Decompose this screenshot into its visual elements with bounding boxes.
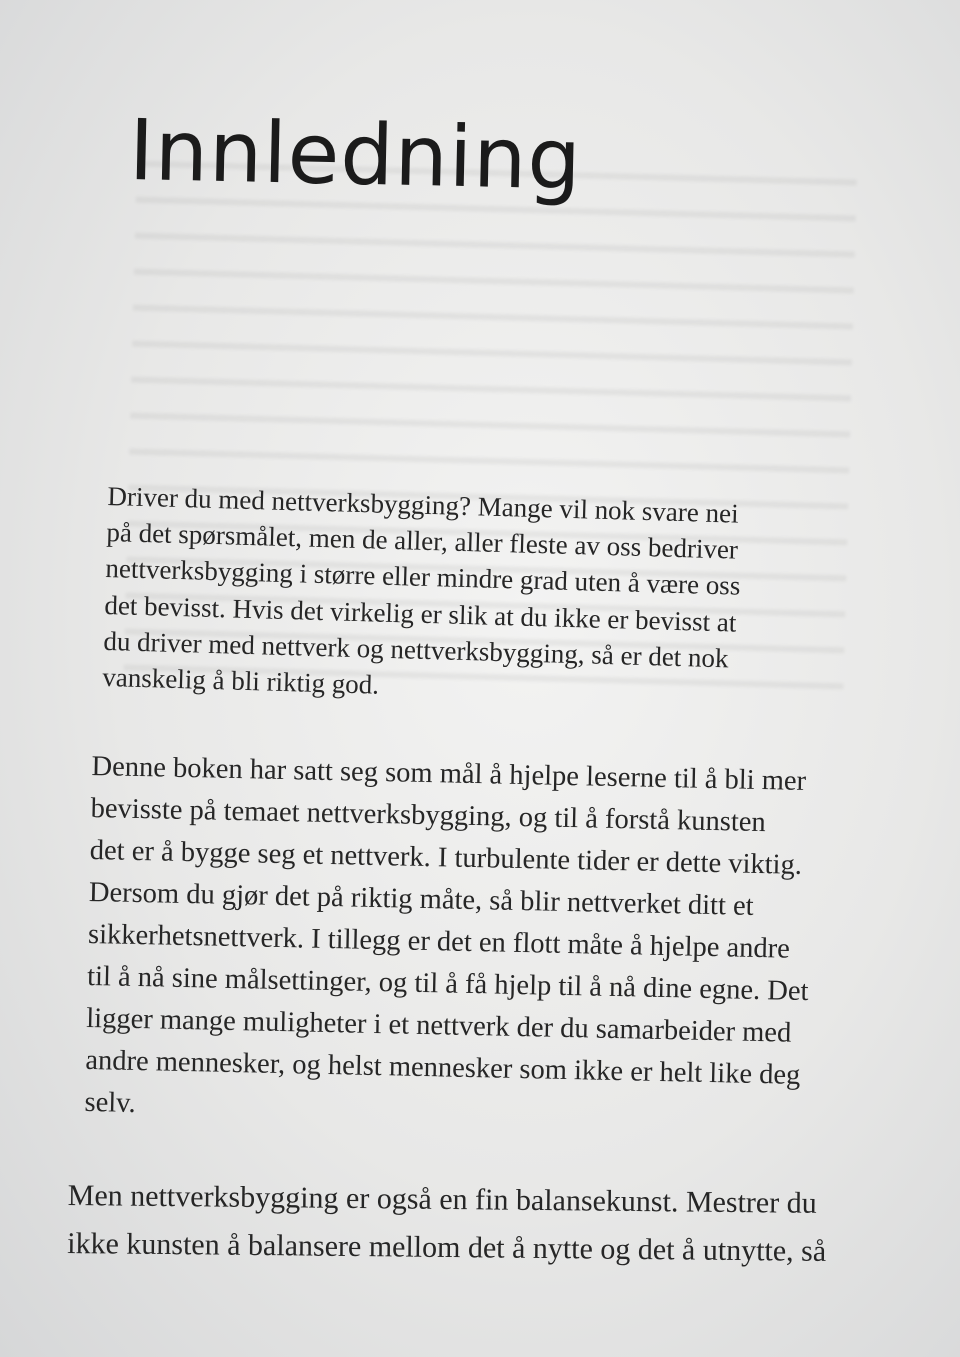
text-line: Denne boken har satt seg som mål å hjelpe leserne til å bli mer xyxy=(91,750,807,797)
text-line: det bevisst. Hvis det virkelig er slik at du ikke er bevisst at xyxy=(104,589,737,638)
text-line: på det spørsmålet, men de aller, aller fleste av oss bedriver xyxy=(106,517,739,565)
text-line: andre mennesker, og helst mennesker som ikke er helt like deg xyxy=(85,1044,801,1091)
text-line: sikkerhetsnettverk. I tillegg er det en flott måte å hjelpe andre xyxy=(87,918,791,965)
text-line: til å nå sine målsettinger, og til å få hjelp til å nå dine egne. Det xyxy=(86,960,809,1008)
text-line: Dersom du gjør det på riktig måte, så blir nettverket ditt et xyxy=(88,876,754,922)
text-line: Men nettverksbygging er også en fin balansekunst. Mestrer du xyxy=(67,1178,817,1220)
paragraph-3 xyxy=(67,1172,827,1276)
text-line: bevisste på temaet nettverksbygging, og til å forstå kunsten xyxy=(90,792,767,839)
chapter-heading: Innledning xyxy=(128,101,583,209)
text-line: du driver med nettverk og nettverksbygging, så er det nok xyxy=(103,625,729,674)
text-line: selv. xyxy=(84,1086,137,1119)
text-line: ikke kunsten å balansere mellom det å nytte og det å utnytte, så xyxy=(67,1226,827,1268)
paragraph-2 xyxy=(84,746,813,1139)
text-line: nettverksbygging i større eller mindre grad uten å være oss xyxy=(105,553,741,602)
text-line: det er å bygge seg et nettverk. I turbulente tider er dette viktig. xyxy=(89,834,803,881)
text-line: ligger mange muligheter i et nettverk der du samarbeider med xyxy=(85,1002,792,1049)
text-line: vanskelig å bli riktig god. xyxy=(102,661,380,700)
paragraph-1 xyxy=(102,478,743,713)
text-line: Driver du med nettverksbygging? Mange vil nok svare nei xyxy=(107,480,740,529)
